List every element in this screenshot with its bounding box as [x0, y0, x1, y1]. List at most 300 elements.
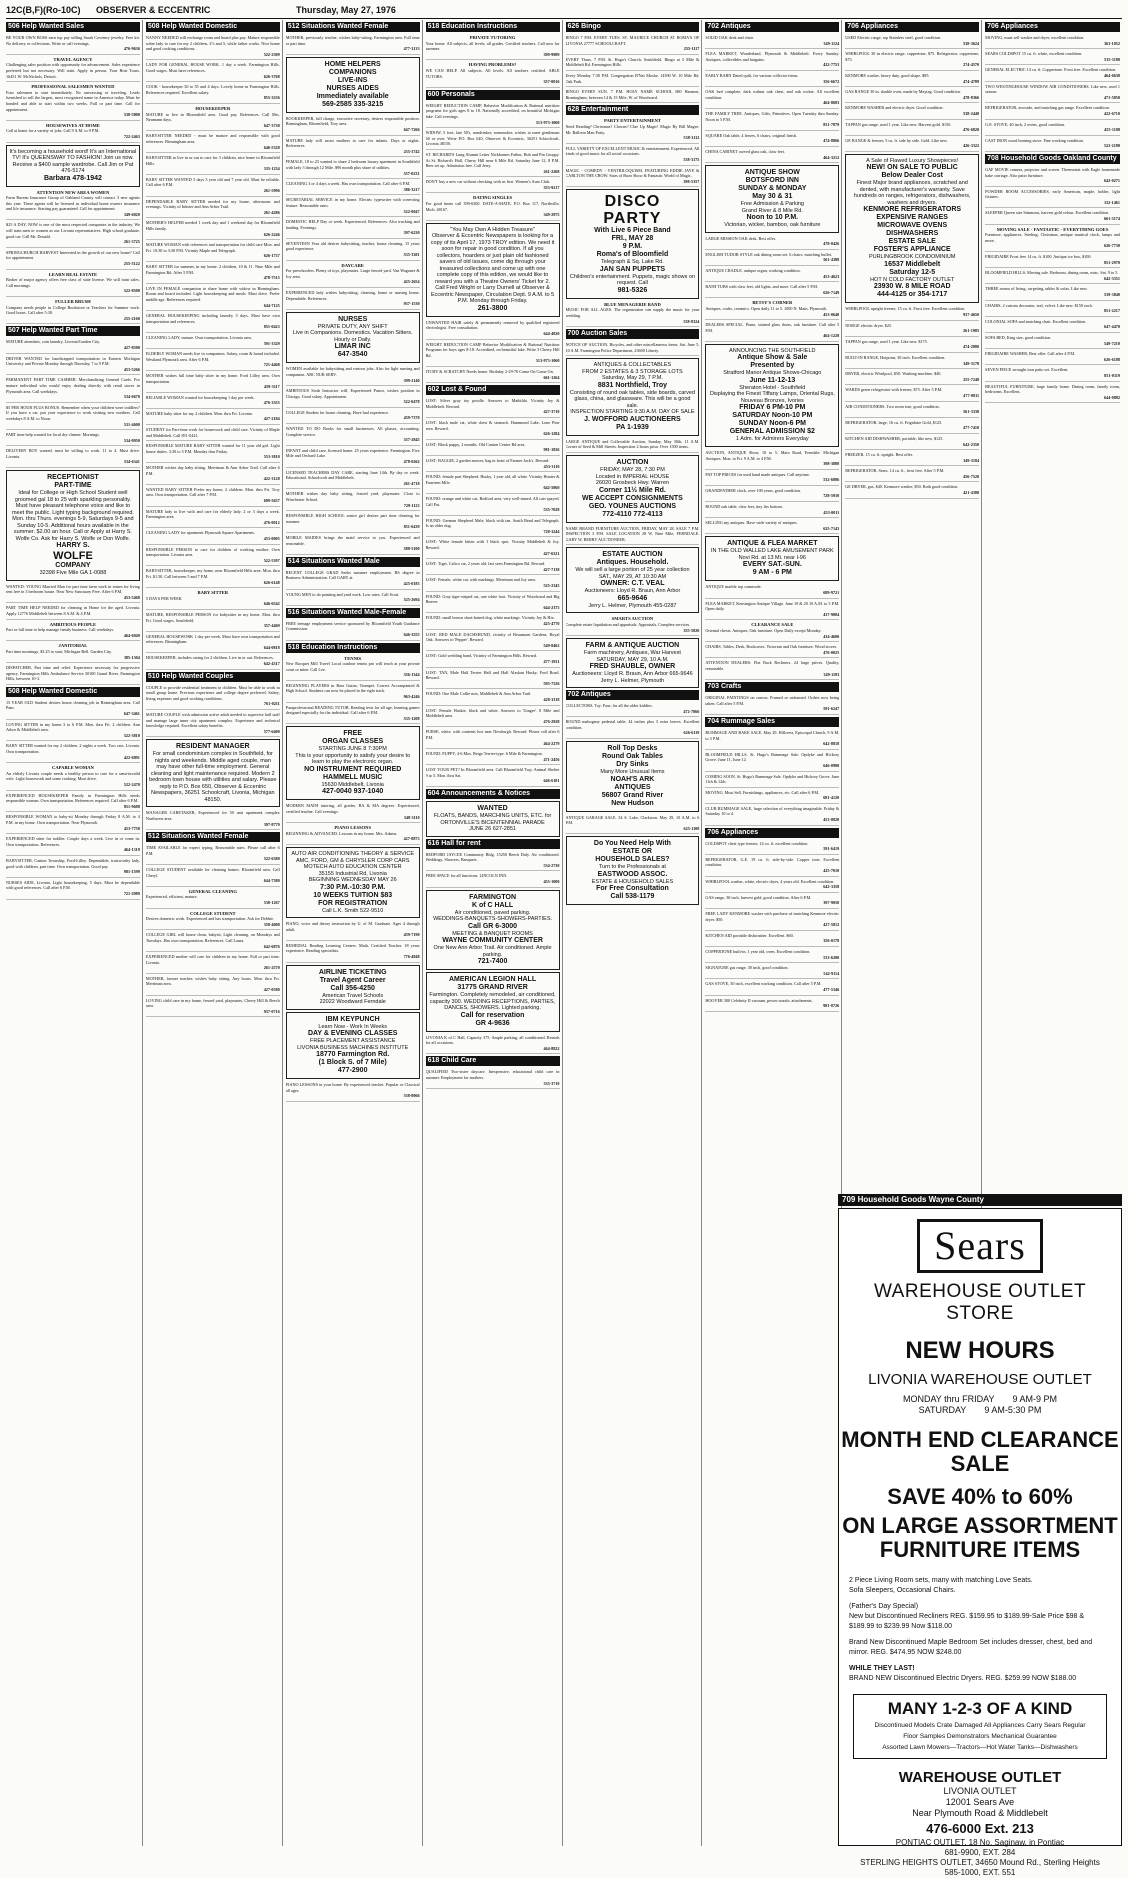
ad-phone: 464-8822 [543, 1045, 560, 1051]
classified-ad [985, 318, 1120, 333]
display-ad-line: Call Fred Wright or Larry Durnell at Observer & Eccentric Newspaper, Circulation Dept. 9 A.M. to 5 P.M. Monday through Friday. [430, 285, 555, 305]
ad-phone: 464-6949 [123, 632, 140, 638]
display-ad-line: GR 4-9636 [475, 1019, 510, 1027]
classified-ad [705, 694, 839, 715]
ad-text: 5 DAYS PER WEEK [145, 595, 182, 601]
classified-ad [985, 34, 1120, 49]
ad-phone: 255-2160 [123, 315, 140, 321]
ad-text: Furniture, appliances. Sterling, Christmas, antique nautical clock, lamps and more. [985, 232, 1120, 243]
display-ad-line: Dry Sinks [616, 761, 649, 769]
display-ad-line: IN THE OLD WALLED LAKE AMUSEMENT PARK [710, 548, 834, 555]
ad-headline: ATTENTION NEW AREA WOMEN [36, 189, 110, 195]
classified-ad [845, 34, 979, 49]
classified-ad [985, 302, 1120, 317]
ad-text: Farm Bureau Insurance Group of Oakland County will contact 3 new agents this year. These agents will be licensed as individual home owners insurance and life insurance. Starting pay guaranteed. Call for appointment. [6, 195, 140, 212]
ad-phone: 453-0011 [823, 509, 840, 515]
display-ad-line: SAT., MAY 29, AT 10:30 AM [598, 573, 667, 580]
ad-text: QUALIFIED Two-sister daycare. Inexpensive, educational child care in summer. Employment for mothers. [425, 1069, 560, 1080]
display-ad-line: COMPANIONS [328, 68, 377, 76]
ad-text: MATURE COUPLE wish admission active adult needed to supervise hall staff and manage large inner city apartment complex. Experience and technical knowledge required. Excellent salary benefits. [145, 712, 280, 729]
classified-ad [845, 467, 979, 482]
display-ad-line: 31775 GRAND RIVER [457, 984, 528, 992]
ad-phone: 644-4820 [543, 331, 560, 337]
ad-phone: 356-0178 [823, 938, 840, 944]
ad-headline: PROFESSIONAL SALESMEN WANTED [31, 84, 115, 90]
ad-text: MUSIC FOR ALL AGES. The organization can supply the music for your wedding. [565, 307, 700, 318]
ad-text: NOTICE OF AUCTION. Bicycles, and other miscellaneous items. Sat. June 5, 10 A.M. Farmington Police Department, 23600 Liberty. [565, 342, 700, 353]
display-ad [705, 165, 839, 233]
classified-ad [146, 888, 280, 909]
ad-text: GENERAL HOUSEKEEPING including laundry 3 days. Must have own transportation and references. [145, 313, 280, 324]
display-ad-line: Corner 11½ Mile Rd. [598, 486, 666, 494]
classified-ad [705, 805, 839, 826]
classified-ad [6, 835, 140, 856]
display-ad-line: 647-3540 [337, 351, 368, 359]
classified-ad [426, 194, 560, 220]
clearance-headline: MONTH END CLEARANCE SALE [841, 1427, 1119, 1476]
classified-ad [845, 104, 979, 119]
classified-ad [426, 614, 560, 629]
outlet-address: 12001 Sears Ave [945, 1797, 1015, 1807]
ad-text: KENMORE washer, heavy duty, good shape. $85. [845, 72, 930, 78]
display-ad-line: COMPANY [55, 562, 91, 570]
display-ad-line: Travel Agent Career [319, 976, 386, 984]
ad-phone: 349-3178 [963, 360, 980, 366]
display-ad-line: 772-4110 772-4113 [602, 510, 663, 518]
classified-ad [705, 894, 839, 909]
ad-headline: DATING SINGLES [473, 195, 513, 201]
ad-phone: 357-4469 [263, 623, 280, 629]
ad-text: GAF MOVIE camera, projector and screen. Thermostat with Eagle homemade bake carriage. Also patio furniture. [985, 166, 1120, 178]
category-header: 600 Personals [426, 90, 560, 100]
ad-text: NORGE electric dryer. $25. [845, 322, 893, 328]
ad-text: HOOVER 300 Celebrity II vacuum, power nozzle, attachments. [705, 997, 813, 1003]
classified-ad [705, 299, 839, 320]
classified-ad [566, 145, 700, 166]
ad-phone: 422-6710 [1103, 110, 1120, 116]
classified-ad [286, 512, 420, 533]
ad-text: GAS range, 30 inch, harvest gold, good condition. After 6 P.M. [705, 894, 812, 900]
ad-text: RELIABLE WOMAN wanted for housekeeping 1 day per week. [145, 394, 255, 400]
ad-phone: 427-5812 [823, 922, 840, 928]
store-hours [839, 1394, 1121, 1416]
ad-phone: 349-2975 [543, 212, 560, 218]
classified-ad [6, 642, 140, 663]
ad-phone: 397-8770 [263, 821, 280, 827]
classified-ad [985, 66, 1120, 81]
classified-ad [286, 34, 420, 55]
classified-ad [985, 269, 1120, 284]
display-ad-line: 444-4125 or 354-1717 [877, 291, 948, 299]
classified-ad [845, 88, 979, 103]
classified-ad [426, 517, 560, 538]
ad-text: FOUND: orange and white cat, Redford area, very well-tamed. All cats spayed. Call Pat. [425, 495, 560, 507]
ad-text: TAPPAN gas range, used 1 year. Like new. $175. [845, 338, 928, 344]
display-ad-line: FRIDAY 6 PM-10 PM [739, 404, 806, 412]
classified-ad [6, 249, 140, 270]
ad-phone: 522-6380 [263, 856, 280, 862]
ad-text: FOUND: German Shepherd Male, black with tan. South Bend and Telegraph. Is an older dog. [425, 517, 560, 529]
ad-phone: 591-6247 [823, 706, 840, 712]
category-header: 628 Entertainment [566, 105, 700, 115]
display-ad-line: Air conditioned, paved parking. [454, 909, 531, 916]
display-ad [566, 455, 700, 523]
ad-text: COLONIAL SOFA and matching chair. Excellent condition. [985, 318, 1087, 324]
ad-phone: 851-9688 [123, 803, 140, 809]
ad-phone: 522-2470 [123, 782, 140, 787]
ad-text: COMING SOON. St. Hugo's Rummage Sale. Opdyke and Hickory Grove. June 11th & 12th. [705, 773, 840, 785]
ad-phone: 535-3381 [403, 252, 420, 258]
ad-text: BABY SITTER for summer, in my home. 2 children, 10 & 11. Nine Mile and Farmington Rd. After 5 P.M. [145, 264, 280, 275]
ad-headline: GENERAL CLEANING [188, 888, 237, 894]
classified-column [566, 20, 703, 1846]
ad-text: LOST: Black puppy, 2 months. Old Canton Center Rd area. [425, 441, 526, 447]
display-ad-line: NURSES AIDES [326, 84, 379, 92]
ad-text: MATURE, RESPONSIBLE PERSON for babysitter in my home. Mon. thru Fri. Good wages. Southfield. [145, 611, 280, 623]
ad-text: GE DRYER, gas, $40. Kenmore washer, $50. Both good condition. [845, 484, 959, 490]
ad-text: Company needs people in College Bookstore or Teachers for Summer work. Good hours. Call after 5:30. [6, 304, 140, 316]
ad-text: MOTHER wishes full time baby sitter in my home. Ford Lilley area. Own transportation. [145, 372, 280, 384]
ad-text: COLLEGE GIRL will house clean, babysit, Light cleaning, on Mondays and Tuesdays. Has own transportation. References. Call Laura. [145, 932, 280, 943]
ad-text: LOVING SITTER in my home 3 to 6 P.M. Mon. thru Fri. 2 children. Ann Arbor & Middlebelt area. [6, 721, 140, 733]
ad-text: SOFA BED, King size, good condition. [985, 334, 1052, 340]
category-header: 516 Situations Wanted Male-Female [286, 608, 420, 618]
ad-text: MOVING. Must Sell. Furnishings, appliances, etc. Call after 6 P.M. [705, 789, 820, 795]
ad-text: MATURE baby sitter for my 2 children. Mon. thru Fri. Livonia. [145, 410, 253, 416]
display-ad-line: FLOATS, BANDS, MARCHING UNITS, ETC. for ORTONVILLE'S BICENTENNIAL PARADE [433, 813, 552, 826]
ad-text: WANTED BABY SITTER Prefer my home, 2 children. Mon. thru Fri. Troy area. Own transportation. Call after 7 P.M. [145, 486, 280, 498]
classified-ad [705, 659, 839, 680]
ad-phone: 464-3212 [823, 154, 840, 160]
category-header: 514 Situations Wanted Male [286, 557, 420, 567]
ad-phone: 642-3358 [823, 884, 840, 890]
display-ad-line: AIRLINE TICKETING [318, 968, 387, 976]
display-ad-line: PARTY [603, 210, 662, 228]
display-ad-line: PURLINGBROOK CONDOMINIUM [868, 254, 956, 261]
classified-ad [6, 699, 140, 720]
ad-phone: 855-3236 [263, 95, 280, 101]
ad-text: LOST: Female, white cat, with markings. Merriman and Joy area. [425, 577, 536, 583]
ad-text: GAS RANGE 30 in. double oven, made by Maytag. Good condition. [845, 89, 961, 95]
ad-phone: 274-4570 [963, 62, 980, 68]
classified-ad [705, 110, 839, 131]
display-ad-line: ESTATE SALE [888, 238, 936, 246]
ad-text: WANTED TO DO Books for small businesses. All phases, accounting. Complete service. [285, 426, 420, 437]
ad-phone: 261-2570 [263, 965, 280, 971]
classified-ad [6, 83, 140, 121]
display-ad-line: HOUSEHOLD SALES? [595, 856, 670, 864]
classified-ad [6, 857, 140, 878]
ad-text: BABY SITTER WANTED 3 days 3 year old and 7 year old. Must be reliable. Call after 6 P.M. [145, 176, 280, 188]
outlet-city: LIVONIA OUTLET [943, 1786, 1017, 1796]
ad-text: GAS STOVE, 30 inch, excellent working condition. Call after 5 P.M. [705, 981, 822, 987]
display-ad-line: HOME HELPERS [324, 60, 381, 68]
classified-ad [6, 742, 140, 763]
display-ad-line: DISHWASHERS [886, 230, 939, 238]
display-ad-line: Call 538-1179 [610, 893, 655, 901]
ad-text: ATTENTION DEALERS: Flat Back Recliners. 24 large pieces. Quality, reasonable. [705, 660, 840, 671]
ad-phone: 471-5850 [1103, 94, 1120, 100]
many-of-a-kind-title: MANY 1-2-3 OF A KIND [887, 1699, 1073, 1718]
classified-ad [705, 519, 839, 534]
classified-ad [286, 534, 420, 555]
ad-phone: 422-6891 [123, 754, 140, 760]
ad-phone: 661-3174 [1103, 216, 1120, 222]
display-ad-line: Stratford Manor Antique Shows-Chicago [723, 370, 822, 377]
classified-ad [985, 285, 1120, 300]
classified-ad [286, 655, 420, 681]
ad-headline: SMARTS AUCTION [611, 616, 654, 622]
classified-ad [705, 600, 839, 621]
display-ad-line: ESTATE OR [612, 848, 652, 856]
classified-ad [705, 729, 839, 750]
classified-ad [146, 809, 280, 830]
ad-phone: 476-0012 [263, 519, 280, 525]
ad-phone: 397-6230 [403, 230, 420, 236]
ad-phone: 357-0016 [543, 79, 560, 85]
ad-headline: JANITORIAL [58, 643, 88, 649]
ad-text: GENERAL HOUSEWORK 1 day per week. Must have own transportation and references. Birmingham. [145, 633, 280, 645]
classified-ad [286, 196, 420, 217]
classified-ad [426, 576, 560, 591]
ad-text: LIVE IN FEMALE companion to share home with widow in Birmingham. Room and board included. Light housekeeping and meals. Must drive. Prefer middle age. References required. [145, 285, 280, 302]
category-header: 708 Household Goods Oakland County [985, 154, 1120, 164]
classified-ad [426, 707, 560, 728]
display-ad-line: FREE [343, 730, 363, 738]
classified-ad [6, 604, 140, 619]
ad-text: ROUND oak table, claw feet, tiny fits bottom. [705, 504, 783, 510]
classified-ad [146, 154, 280, 175]
ad-text: GE RANGE & freezer, 5 cu. ft. side by side. Gold. Like new. [845, 137, 948, 143]
classified-ad [146, 410, 280, 425]
ad-phone: 534-0950 [123, 437, 140, 443]
many-of-a-kind-box: MANY 1-2-3 OF A KIND Discontinued Models Crate Damaged All Appliances Carry Sears Regular Floor Samples Demonstrators Mechanical Guarantee Assorted Lawn Mowers—Tractors—Hot Water Tanks—Dishwashers [853, 1694, 1107, 1759]
ad-phone: 355-5820 [683, 627, 700, 633]
classified-ad [705, 980, 839, 995]
display-ad-line: 22022 Woodward Ferndale [319, 999, 386, 1006]
classified-ad [286, 469, 420, 490]
display-ad-line: Observer & Eccentric Newspapers is looking for a copy of its April 17, 1973 TROY edition. We need it soon for repair in good condition. If all you collectors, hoarders or just plain old fashioned savers of old issues, come dig through your treasured collections and come up with one complete copy of this edition, we would like to reward you with a Theatre Owners' Ticket for 2. [430, 233, 555, 285]
ad-text: SEARS COLDSPOT 15 cu. ft. white, excellent condition. [985, 51, 1083, 57]
page-code: 12C(B,F)(Ro-10C) [6, 5, 81, 15]
ad-phone: 642-5860 [543, 485, 560, 491]
ad-phone: 453-0005 [263, 535, 280, 541]
classified-ad [705, 132, 839, 147]
display-ad-line: DAY & EVENING CLASSES [307, 1030, 398, 1038]
display-ad [426, 223, 560, 317]
ad-phone: 357-2845 [403, 437, 420, 443]
display-ad-line: J. WOFFORD AUCTIONEERS [584, 415, 681, 423]
display-ad [566, 547, 700, 613]
ad-text: FULL VARIETY OF EXCELLENT MUSIC & entertainment. Experienced, All kinds of good music for all social occasions. [565, 145, 700, 157]
classified-ad [286, 942, 420, 963]
ad-text: BABYSITTER, housekeeper, my home, near Bloomfield Hills area. Mon. thru Fri. $1.50. Call between 5 and 7 P.M. [145, 568, 280, 579]
classified-ad [985, 366, 1120, 381]
ad-headline: COLLEGE STUDENT [190, 910, 236, 916]
ad-phone: 477-5346 [823, 986, 840, 992]
ad-phone: 478-8366 [963, 94, 980, 100]
classified-ad [985, 383, 1120, 404]
ad-phone: 538-3175 [683, 156, 700, 162]
display-ad-line: 981-5326 [617, 286, 648, 294]
classified-ad [6, 664, 140, 685]
display-ad-line: Ideal for College or High School Student well groomed gal 18 to 25 with sparkling personality. Must have pleasant telephone voice and like to meet the public. Light typing background required. Mon. thru Thurs. evenings 5-9, Saturdays 9-5 and Sunday 10-5. Additional hours available in the summer. $2.00 an hour. Call or Apply at Harry S. Wolfe Co. Ask for Harry S. Wolfe or Don Wolfe. [11, 490, 134, 542]
ad-text: LOST: Silver gray toy poodle. Answers to Mathilda. Vicinity Joy & Middlebelt. Reward. [425, 398, 560, 409]
ad-text: UNWANTED HAIR safely & permanently removed by qualified registered electrologist. Free consultation. [425, 319, 560, 331]
display-ad-line: Auctioneers: Lloyd R. Braun, Ann Arbor 665-9646 [572, 671, 693, 678]
ad-phone: 261-2268 [543, 168, 560, 174]
category-header: 626 Bingo [566, 22, 700, 32]
classified-ad [146, 241, 280, 262]
classified-column [705, 20, 842, 1846]
classified-ad [985, 350, 1120, 365]
display-ad-line: 569-2585 335-3215 [322, 100, 384, 108]
ad-phone: 626-6119 [683, 730, 700, 736]
ad-text: LOST: Female Huskie, black and white. Answers to 'Ginger'. 8 Mile and Middlebelt area. [425, 707, 560, 719]
classified-ad [845, 121, 979, 136]
classified-ad [286, 425, 420, 446]
classified-ad [146, 633, 280, 654]
ad-phone: 261-1985 [963, 328, 980, 334]
assortment-headline: ON LARGE ASSORTMENT FURNITURE ITEMS [842, 1513, 1118, 1562]
outlet-title: WAREHOUSE OUTLET [898, 1769, 1062, 1786]
display-ad-line: Turn to the Professionals at [598, 864, 666, 871]
ad-text: LOST: black male cat, white chest & stomach. Hammond Lake, Lone Pine area. Reward. [425, 419, 560, 431]
ad-text: MOVING, must sell washer and dryer, excellent condition. [985, 35, 1085, 40]
ad-text: PERMANENT PART TIME CASHIER. Merchandising General Cards. For mature individual who would enjoy dealing directly with retail stores in Plymouth area. Call weekdays. [6, 377, 140, 394]
ad-phone: 425-2654 [403, 279, 420, 285]
ad-headline: LEARN REAL ESTATE [48, 271, 98, 277]
ad-headline: CLEARANCE SALE [751, 622, 794, 628]
category-header: 512 Situations Wanted Female [286, 22, 420, 32]
display-ad-line: SATURDAY Noon-10 PM [732, 412, 813, 420]
classified-ad [566, 438, 700, 453]
display-ad [286, 57, 420, 113]
classified-ad [146, 684, 280, 710]
display-ad-line: FARM & ANTIQUE AUCTION [585, 642, 680, 650]
ad-text: BEGINNING & ADVANCED. Lessons in my home. Mrs. Adams. [285, 830, 398, 836]
classified-ad [566, 167, 700, 188]
ad-text: Your home. All subjects, all levels, all grades. Certified teachers. Call now for summer. [425, 40, 560, 52]
ad-text: NANNY NEEDED will exchange room and board plus pay. Mature responsible sober lady to care for my 2 children, 2½ and 5, while father works. Nice home and good cooking conditions. [145, 35, 280, 52]
classified-ad [426, 766, 560, 787]
ad-phone: 356-6672 [823, 78, 840, 84]
display-ad-line: IBM KEYPUNCH [325, 1015, 380, 1023]
classified-ad [6, 721, 140, 742]
ad-text: BE YOUR OWN BOSS earn top pay selling Sarah Coventry jewelry. Free kit. No delivery or collections. Write or call evenings. [6, 35, 140, 46]
ad-text: ORIGINAL PAINTINGS on canvas. Framed or unframed. Orders now being taken. Call after 5 P.M. [705, 695, 840, 706]
classified-ad [566, 56, 700, 71]
display-ad-line: 665-9646 [617, 594, 648, 602]
ad-phone: 358-4008 [263, 921, 280, 927]
display-ad-line: WOLFE [53, 550, 93, 563]
ad-phone: 464-1228 [823, 333, 840, 339]
category-header: 700 Auction Sales [566, 329, 700, 339]
ad-text: EXPERIENCED HOUSEKEEPER Family in Farmington Hills needs responsible woman. Own transportation. References required. Call after 6 P.M. [6, 792, 140, 804]
classified-ad [845, 386, 979, 401]
classified-ad [845, 483, 979, 498]
classified-ad [6, 221, 140, 247]
display-ad [566, 638, 700, 688]
classified-ad [6, 355, 140, 376]
ad-phone: 626-6148 [263, 579, 280, 585]
ad-text: EXPERIENCED lady wishes babysitting, cleaning, home or nursing home. Dependable. References. [285, 290, 420, 301]
ad-phone: 453-5468 [123, 594, 140, 600]
ad-phone: 851-0119 [1104, 372, 1120, 378]
ad-phone: 522-3810 [123, 732, 140, 738]
ad-phone: 646-5328 [263, 144, 280, 150]
ad-phone: 626-3768 [263, 73, 280, 79]
ad-phone: 644-0818 [263, 644, 280, 650]
ad-text: WEIGHT REDUCTION CAMP, Behavior Modification & Rational nutrition programs for girls ages 8 to 18. Nationally accredited, on beautiful Michigan lake. Call evenings. [425, 102, 560, 119]
classified-ad [146, 263, 280, 284]
display-ad [286, 312, 420, 364]
ad-phone: 728-3244 [543, 528, 560, 534]
display-ad-line: FREE PLACEMENT ASSISTANCE [310, 1038, 396, 1045]
ad-text: PURSE, white, with contents lost near Newburgh. Reward. Please call after 6 P.M. [425, 729, 560, 740]
display-ad-line: A Sale of Flawed Luxury Showpieces! [866, 157, 959, 164]
ad-text: WANTED: YOUNG Married Man for part time farm work in return for living rent free in 3 bedroom house. Near New Sanctuary Free. After 6 P.M. [6, 583, 140, 595]
ad-text: DOMESTIC HELP Day or week. Experienced, References. Also trucking and hauling. Evenings. [285, 219, 420, 230]
display-ad-line: EXPENSIVE RANGES [876, 214, 948, 222]
ad-text: ENGLISH TUDOR STYLE oak dining room set. 6 chairs, matching buffet. [705, 251, 833, 257]
classified-ad [6, 813, 140, 834]
ad-text: FRIGIDAIRE WASHER, Best offer. Call after 4 P.M. [985, 351, 1076, 357]
display-ad-line: AMC, FORD, GM & CHRYSLER CORP CARS [295, 857, 410, 864]
display-ad [6, 145, 140, 187]
display-ad-line: Roll Top Desks [607, 745, 658, 753]
classified-ad [985, 334, 1120, 349]
ad-text: REFRIGERATOR, G.E. 19 cu. ft. side-by-side. Copper tone. Excellent condition. [705, 856, 840, 868]
ad-phone: 642-8818 [823, 741, 840, 747]
ad-phone: 422-7753 [823, 62, 840, 68]
classified-ad [6, 431, 140, 446]
ad-phone: 426-3322 [963, 143, 980, 149]
ad-phone: 398-3880 [823, 461, 840, 467]
ad-phone: 313-973-1060 [535, 358, 560, 364]
display-ad-line: JAN SAN PUPPETS [599, 265, 666, 273]
classified-ad [286, 802, 420, 823]
ad-text: LOST YOUR PET? In Bloomfield area. Call Bloomfield Twp. Animal Shelter 9 to 5. Mon. thru Sat. [425, 767, 560, 778]
ad-phone: 642-6876 [263, 943, 280, 949]
category-header: 703 Crafts [705, 682, 839, 692]
ad-text: KENMORE WASHER and electric dryer. Good condition. [845, 105, 944, 111]
ad-headline: MOVING SALE - FANTASTIC - EVERYTHING GOES [996, 226, 1109, 232]
display-ad [705, 536, 839, 581]
classified-ad [845, 403, 979, 418]
sears-subtitle: WAREHOUSE OUTLET STORE [873, 1281, 1087, 1324]
classified-ad [985, 188, 1120, 209]
display-ad-line: AUCTION [616, 459, 649, 467]
ad-text: CLEANING LADY, mature. Own transportation. Livonia area. [145, 334, 252, 340]
ad-text: BEGINNING PLAYERS in Bass Guitar, Trumpet. Correct Accompanied & High School. Students can now be placed in the right track. [285, 682, 420, 694]
ad-phone: 398-5357 [683, 178, 700, 184]
classified-ad [146, 83, 280, 104]
ad-text: LOST: Gold wedding band, Vicinity of Farmington Hills. Reward. [425, 653, 538, 659]
ad-headline: HAVING PROBLEMS? [468, 62, 517, 68]
ad-text: FLEA MARKET, Kensington Antique Village. June 19 & 20 10 A.M. to 5 P.M. Open daily. [705, 600, 840, 612]
ad-text: WHIRLPOOL 30 in electric range, coppertone, $75. Refrigerator, coppertone, $75. [845, 51, 980, 62]
classified-ad [845, 72, 979, 87]
ad-text: DRYER, electric Whirlpool, $50. Washing machine, $40. [845, 371, 942, 377]
ad-phone: 261-4286 [263, 209, 280, 215]
ad-headline: BLUE MENAGERIE BAND [604, 301, 661, 307]
ad-phone: 549-8462 [543, 642, 560, 648]
ad-phone: 464-1319 [123, 847, 140, 853]
ad-phone: 437-9004 [823, 611, 840, 617]
ad-text: INFANT and child care, licensed home. 25 years experience. Farmington. Five Mile and Orchard Lake. [285, 447, 420, 459]
display-ad-line: PART-TIME [54, 482, 92, 490]
